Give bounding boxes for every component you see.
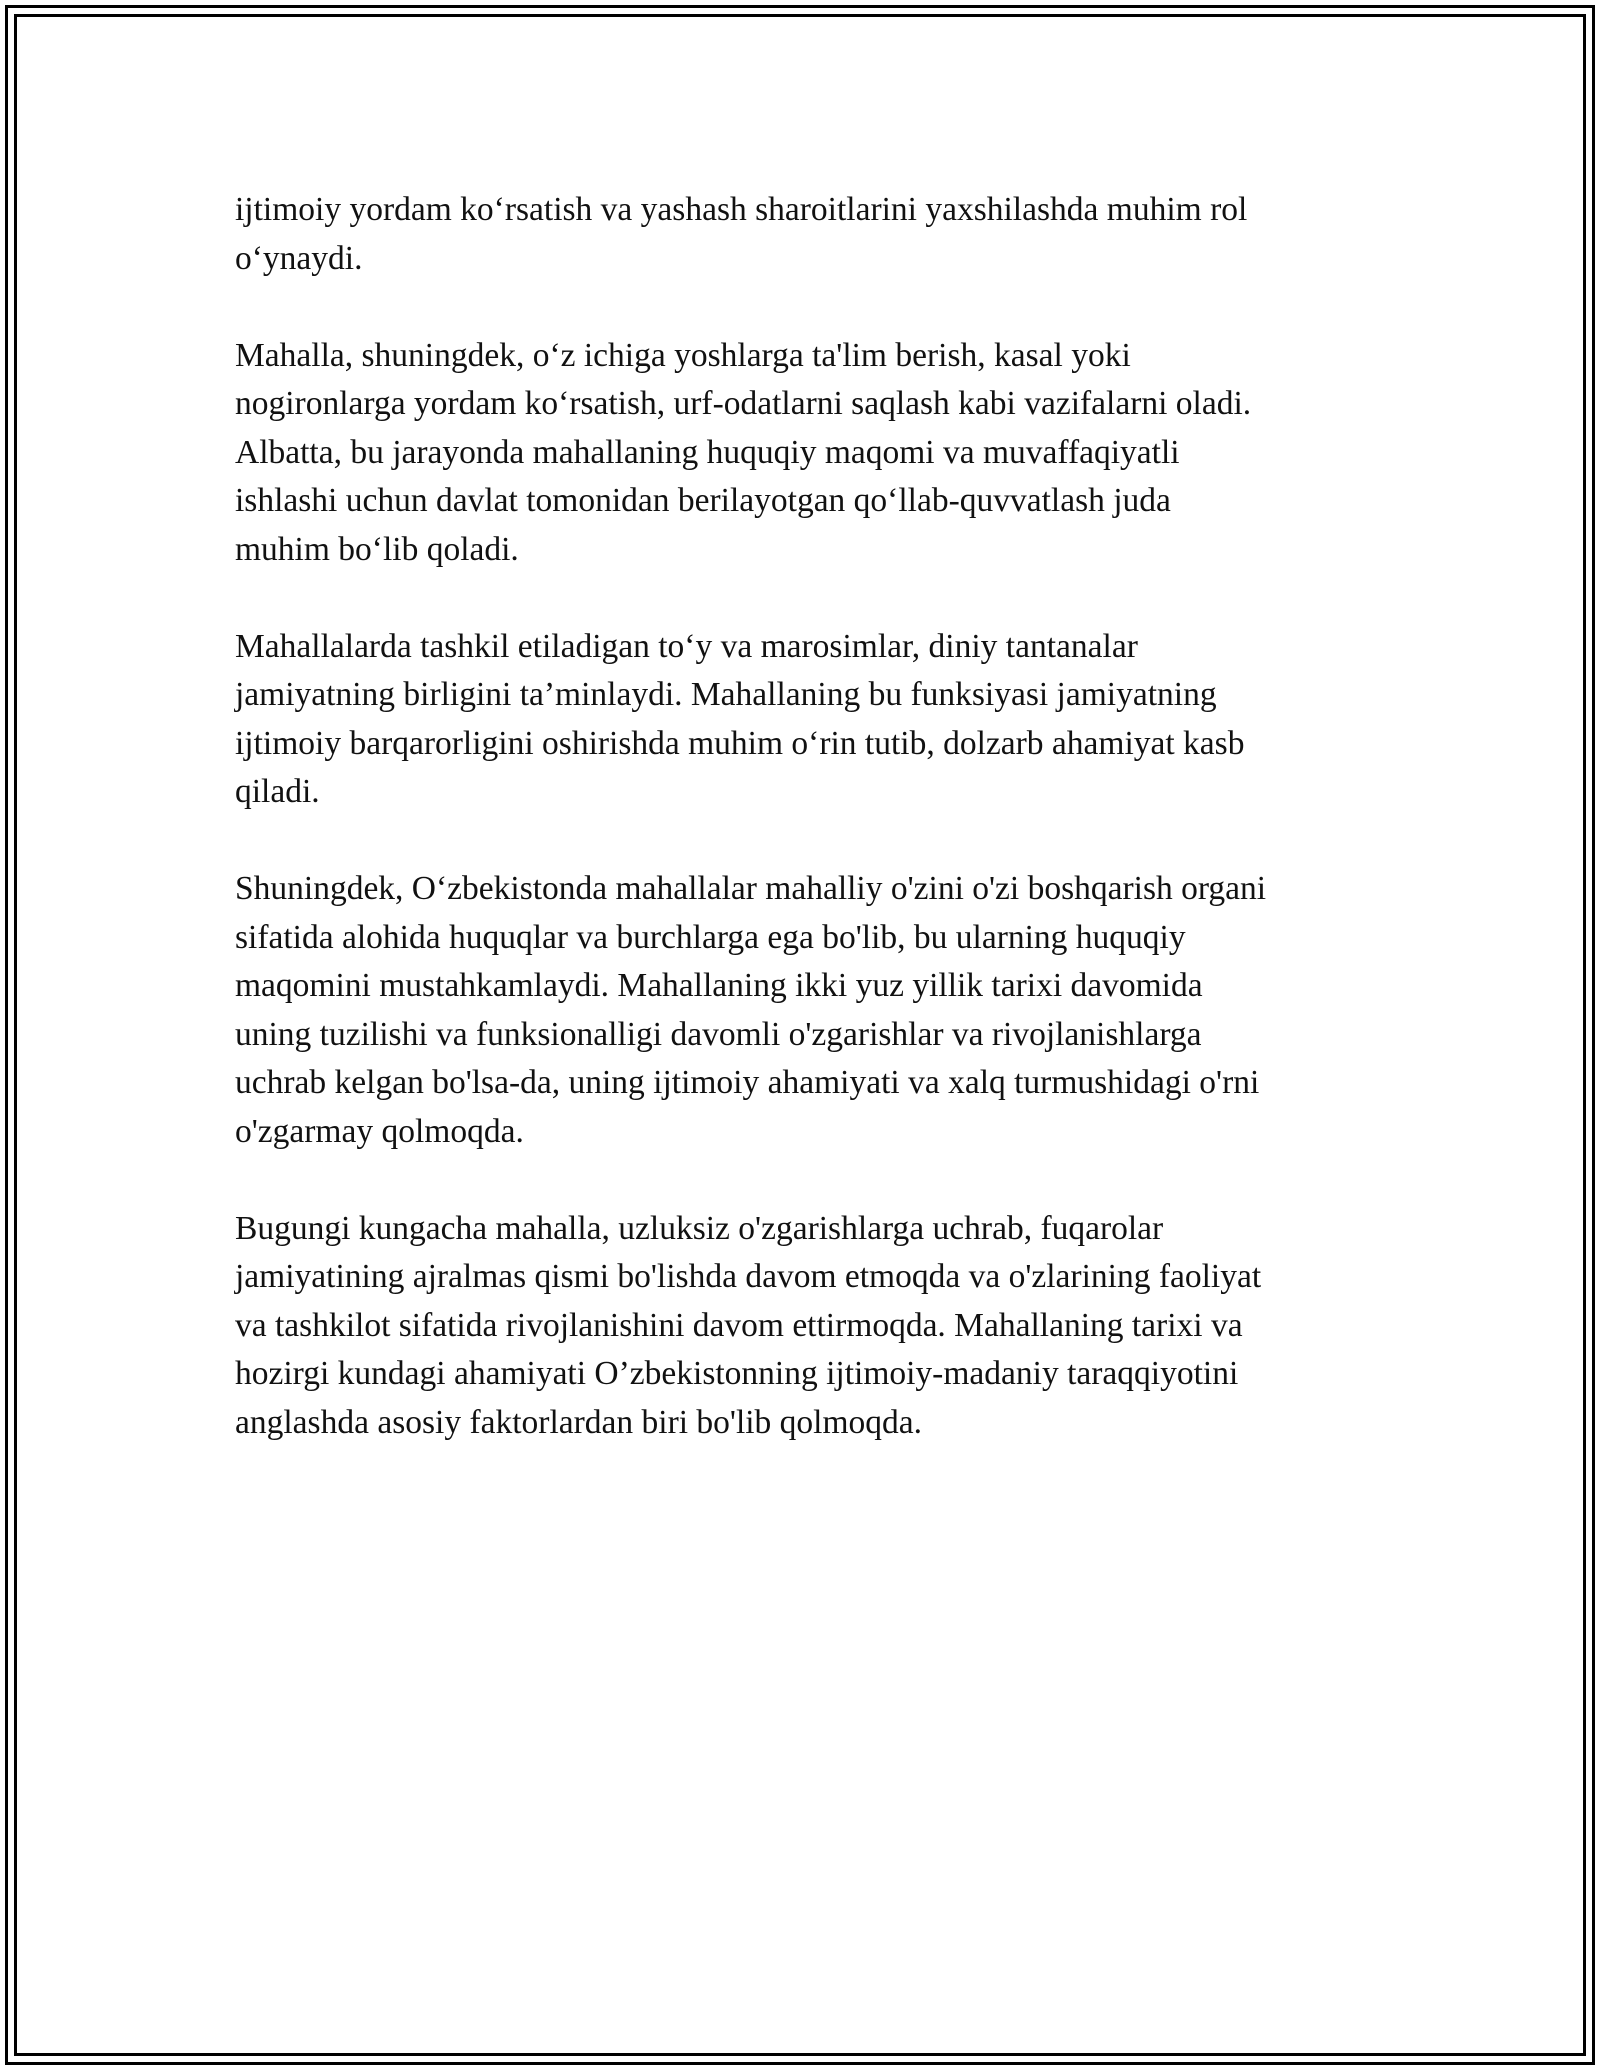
paragraph-5: Bugungi kungacha mahalla, uzluksiz o'zgarishlarga uchrab, fuqarolar jamiyatining ajralmas qismi bo'lishda davom etmoqda va o'zlarining faoliyat va tashkilot sifatida rivojlanishini davom ettirmoqda. Mahallaning tarixi va hozirgi kundagi ahamiyati O’zbekistonning ijtimoiy-madaniy taraqqiyotini anglashda asosiy faktorlardan biri bo'lib qolmoqda. [235, 1209, 1262, 1441]
paragraph-1: ijtimoiy yordam ko‘rsatish va yashash sharoitlarini yaxshilashda muhim rol o‘ynaydi. [235, 191, 1248, 277]
paragraph-4: Shuningdek, O‘zbekistonda mahallalar mahalliy o'zini o'zi boshqarish organi sifatida alohida huquqlar va burchlarga ega bo'lib, bu ularning huquqiy maqomini mustahkamlaydi. Mahallaning ikki yuz yillik tarixi davomida uning tuzilishi va funksionalligi davomli o'zgarishlar va rivojlanishlarga uchrab kelgan bo'lsa-da, uning ijtimoiy ahamiyati va xalq turmushidagi o'rni o'zgarmay qolmoqda. [235, 870, 1267, 1150]
paragraph-2: Mahalla, shuningdek, o‘z ichiga yoshlarga ta'lim berish, kasal yoki nogironlarga yordam ko‘rsatish, urf-odatlarni saqlash kabi vazifalarni oladi. Albatta, bu jarayonda mahallaning huquqiy maqomi va muvaffaqiyatli ishlashi uchun davlat tomonidan berilayotgan qo‘llab-quvvatlash juda muhim bo‘lib qoladi. [235, 336, 1252, 568]
document-body [235, 186, 1380, 1496]
paragraph-3: Mahallalarda tashkil etiladigan to‘y va marosimlar, diniy tantanalar jamiyatning birligini ta’minlaydi. Mahallaning bu funksiyasi jamiyatning ijtimoiy barqarorligini oshirishda muhim o‘rin tutib, dolzarb ahamiyat kasb qiladi. [235, 627, 1245, 810]
